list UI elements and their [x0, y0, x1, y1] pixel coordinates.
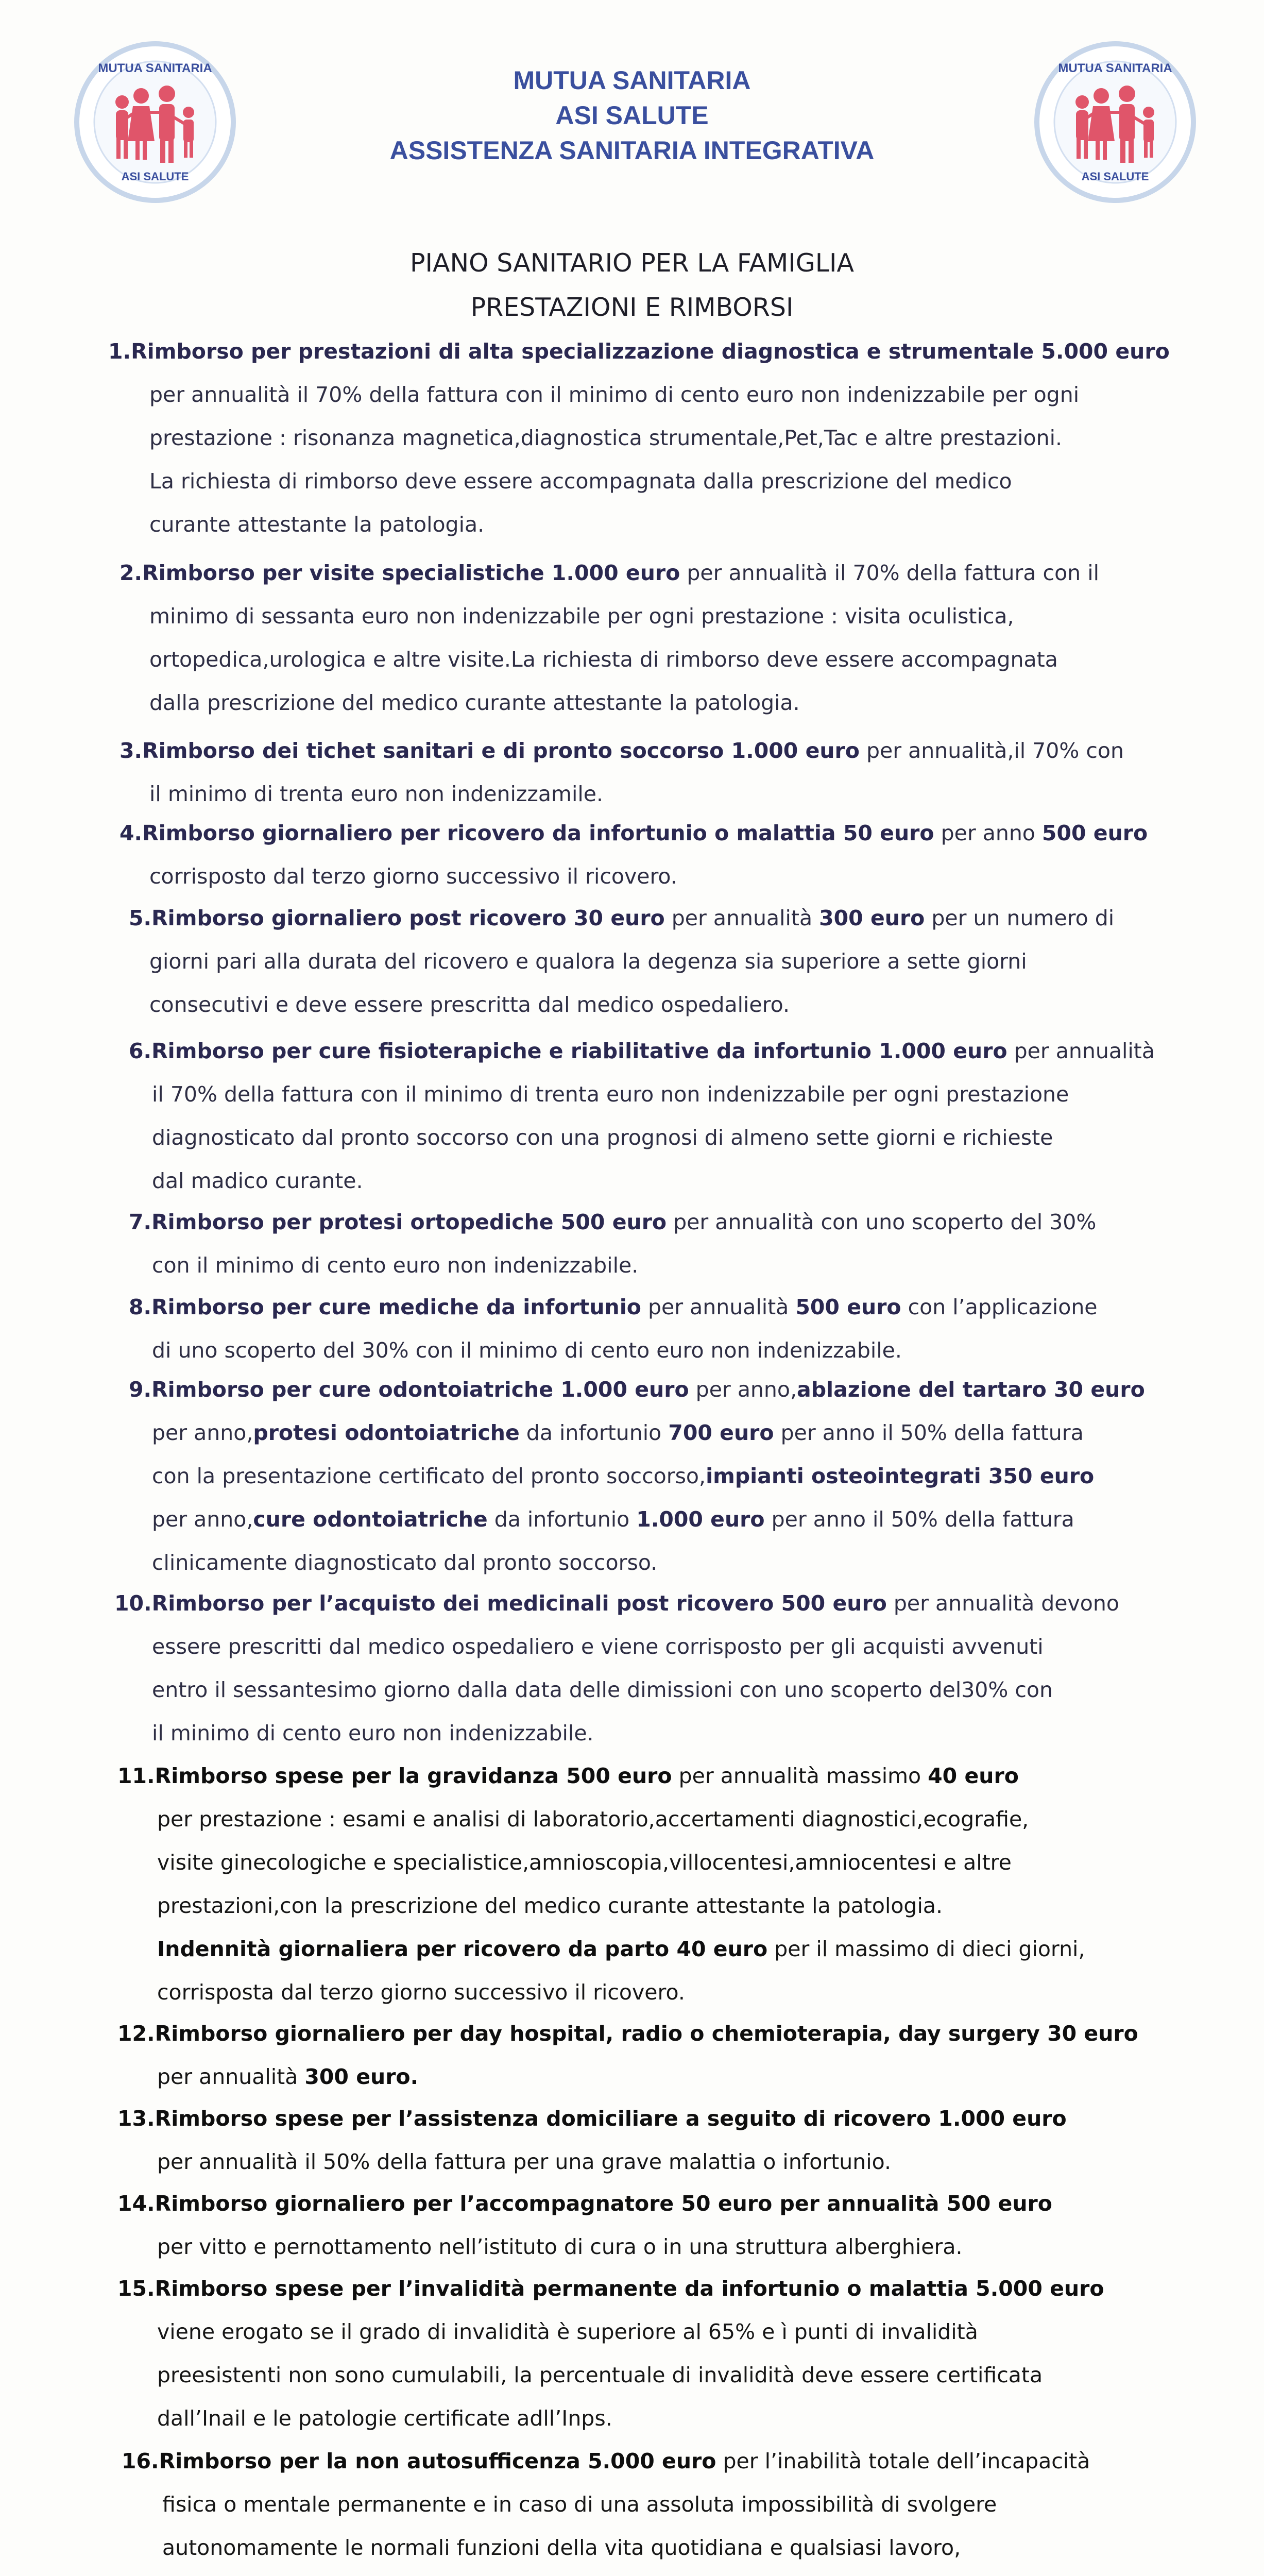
benefit-text: per annualità con uno scoperto del 30% [667, 1210, 1097, 1234]
benefit-line [149, 638, 1058, 681]
benefit-line [117, 2267, 1104, 2310]
benefit-number: 13. [117, 2106, 155, 2131]
benefit-line [152, 1244, 638, 1287]
benefit-text: entro il sessantesimo giorno dalla data delle dimissioni con uno scoperto del30% con [152, 1677, 1053, 1702]
benefit-text: autonomamente le normali funzioni della vita quotidiana e qualsiasi lavoro, [162, 2535, 961, 2560]
benefit-line [162, 2569, 603, 2576]
benefit-text: fisica o mentale permanente e in caso di una assoluta impossibilità di svolgere [162, 2492, 997, 2517]
benefit-text: per annualità il 70% della fattura con il [680, 561, 1099, 585]
benefit-line [152, 1329, 902, 1372]
benefit-bold-text: Rimborso per visite specialistiche 1.000 euro [142, 561, 680, 585]
benefit-text: dall’Inail e le patologie certificate adll’Inps. [157, 2406, 612, 2431]
benefit-text: per il massimo di dieci giorni, [767, 1937, 1085, 1961]
benefit-line [149, 416, 1062, 460]
benefit-text: per un numero di [925, 906, 1115, 930]
benefit-number: 16. [122, 2449, 159, 2473]
benefit-text: per vitto e pernottamento nell’istituto di cura o in una struttura alberghiera. [157, 2234, 963, 2259]
benefit-text: per annualità [1007, 1039, 1155, 1063]
benefit-line [119, 811, 1148, 855]
logo-bottom-text: ASI SALUTE [1081, 170, 1149, 183]
benefit-line [149, 940, 1027, 983]
benefit-number: 10. [114, 1591, 152, 1616]
benefit-line [108, 330, 1170, 373]
benefit-text: ortopedica,urologica e altre visite.La richiesta di rimborso deve essere accompagnata [149, 647, 1058, 672]
benefit-line [162, 2483, 997, 2526]
benefit-line [117, 1754, 1019, 1798]
benefit-line [117, 2012, 1138, 2055]
benefit-text: di uno scoperto del 30% con il minimo di cento euro non indenizzabile. [152, 1338, 902, 1363]
benefit-bold-text: Rimborso giornaliero per ricovero da infortunio o malattia 50 euro [142, 821, 934, 845]
benefit-line [157, 2225, 963, 2268]
benefit-line [119, 729, 1124, 772]
benefit-text: per annualità [641, 1295, 796, 1319]
benefit-text: essere prescritti dal medico ospedaliero e viene corrisposto per gli acquisti avvenuti [152, 1634, 1044, 1659]
benefit-text: per anno, [152, 1507, 253, 1532]
benefit-text: minimo di sessanta euro non indenizzabile per ogni prestazione : visita oculistica, [149, 604, 1014, 629]
benefit-line [157, 1884, 943, 1927]
benefit-bold-text: Rimborso spese per l’invalidità permanente da infortunio o malattia 5.000 euro [155, 2276, 1104, 2301]
benefit-text: diagnosticato dal pronto soccorso con una prognosi di almeno sette giorni e richieste [152, 1125, 1053, 1150]
benefit-number: 15. [117, 2276, 155, 2301]
plan-title: PIANO SANITARIO PER LA FAMIGLIA [409, 248, 855, 278]
benefit-number: 2. [119, 561, 143, 585]
benefit-line [152, 1073, 1069, 1116]
benefit-text: per annualità [664, 906, 819, 930]
benefit-text: per anno il 50% della fattura [764, 1507, 1074, 1532]
benefit-text: visite ginecologiche e specialistice,amnioscopia,villocentesi,amniocentesi e altre [157, 1850, 1012, 1875]
benefit-line [149, 373, 1079, 416]
benefit-line [157, 1971, 685, 2014]
benefit-number: 9. [129, 1377, 152, 1402]
benefit-line [149, 595, 1014, 638]
benefit-bold-text: 300 euro [819, 906, 925, 930]
logo-top-text: MUTUA SANITARIA [98, 61, 212, 75]
benefit-text: per annualità massimo [672, 1764, 928, 1788]
benefit-text: per annualità [157, 2064, 305, 2089]
benefit-bold-text: Rimborso giornaliero post ricovero 30 euro [151, 906, 665, 930]
benefit-line [149, 460, 1012, 503]
benefit-line [117, 2097, 1067, 2140]
benefit-number: 6. [129, 1039, 152, 1063]
benefit-text: per annualità,il 70% con [859, 738, 1124, 763]
benefit-bold-text: ablazione del tartaro 30 euro [797, 1377, 1145, 1402]
benefit-line [149, 681, 800, 724]
benefit-line [152, 1498, 1074, 1541]
benefit-text: da infortunio [519, 1420, 669, 1445]
benefit-text: prestazioni,con la prescrizione del medico curante attestante la patologia. [157, 1893, 943, 1918]
benefit-line [152, 1668, 1053, 1711]
benefit-bold-text: 500 euro [1041, 821, 1148, 845]
benefit-line [157, 2310, 978, 2353]
benefit-text: consecutivi e deve essere prescritta dal medico ospedaliero. [149, 992, 790, 1017]
benefit-bold-text: protesi odontoiatriche [253, 1420, 520, 1445]
benefit-text: dal madico curante. [152, 1168, 363, 1193]
benefit-line [152, 1411, 1084, 1454]
benefit-number: 8. [129, 1295, 152, 1319]
benefit-line [157, 2140, 891, 2183]
benefit-line [157, 2055, 418, 2098]
benefit-text: con l’applicazione [901, 1295, 1098, 1319]
benefit-text: da infortunio [487, 1507, 637, 1532]
benefit-text: per l’inabilità totale dell’incapacità [716, 2449, 1090, 2473]
benefit-bold-text: 1.000 euro [636, 1507, 765, 1532]
benefit-line [157, 1798, 1029, 1841]
benefit-line [157, 1841, 1012, 1884]
benefit-line [152, 1159, 363, 1202]
benefit-text: con il minimo di cento euro non indenizzabile. [152, 1253, 639, 1278]
benefit-number: 3. [119, 738, 143, 763]
benefit-bold-text: Rimborso per cure odontoiatriche 1.000 euro [151, 1377, 689, 1402]
benefit-line [122, 2439, 1090, 2483]
benefit-line [149, 772, 603, 816]
benefit-line [152, 1116, 1053, 1159]
benefit-bold-text: Rimborso giornaliero per l’accompagnatore 50 euro per annualità 500 euro [155, 2191, 1052, 2216]
benefit-text: per anno il 50% della fattura [774, 1420, 1084, 1445]
benefit-line [119, 551, 1099, 595]
benefit-text: giorni pari alla durata del ricovero e qualora la degenza sia superiore a sette giorni [149, 949, 1027, 974]
benefit-line [149, 503, 484, 546]
header-line-3: ASSISTENZA SANITARIA INTEGRATIVA [389, 136, 875, 165]
header-line-2: ASI SALUTE [555, 101, 709, 130]
benefit-text: il minimo di trenta euro non indenizzamile. [149, 782, 604, 806]
plan-subtitle: PRESTAZIONI E RIMBORSI [470, 293, 794, 322]
benefit-text: curante attestante la patologia. [149, 512, 485, 537]
benefit-text: prestazione : risonanza magnetica,diagnostica strumentale,Pet,Tac e altre prestazioni. [149, 426, 1063, 450]
benefit-line [152, 1625, 1044, 1668]
benefit-line [129, 1285, 1098, 1329]
benefit-text: dalla prescrizione del medico curante attestante la patologia. [149, 690, 800, 715]
benefit-bold-text: 700 euro [668, 1420, 774, 1445]
benefit-line [129, 1200, 1096, 1244]
benefit-number: 11. [117, 1764, 155, 1788]
benefit-bold-text: Rimborso per cure mediche da infortunio [151, 1295, 641, 1319]
benefit-text: per annualità il 50% della fattura per una grave malattia o infortunio. [157, 2149, 892, 2174]
benefit-bold-text: Rimborso dei tichet sanitari e di pronto soccorso 1.000 euro [142, 738, 860, 763]
benefit-text: per anno, [689, 1377, 797, 1402]
benefit-line [162, 2526, 961, 2569]
benefit-line [129, 896, 1114, 940]
benefit-bold-text: impianti osteointegrati 350 euro [706, 1464, 1095, 1488]
benefit-text: per prestazione : esami e analisi di laboratorio,accertamenti diagnostici,ecografie, [157, 1807, 1029, 1832]
benefit-line [157, 1927, 1085, 1971]
benefit-line [152, 1454, 1094, 1498]
benefit-text: viene erogato se il grado di invalidità è superiore al 65% e ì punti di invalidità [157, 2319, 978, 2344]
benefit-number: 7. [129, 1210, 152, 1234]
logo-top-text: MUTUA SANITARIA [1058, 61, 1172, 75]
benefit-bold-text: 300 euro. [304, 2064, 419, 2089]
benefit-line [152, 1541, 657, 1584]
benefit-line [114, 1582, 1119, 1625]
benefit-text: La richiesta di rimborso deve essere accompagnata dalla prescrizione del medico [149, 469, 1012, 494]
benefit-line [149, 983, 790, 1026]
benefit-number: 1. [108, 339, 131, 364]
benefit-bold-text: Rimborso per cure fisioterapiche e riabilitative da infortunio 1.000 euro [151, 1039, 1007, 1063]
benefit-line [129, 1368, 1145, 1411]
benefit-text: per annualità il 70% della fattura con il minimo di cento euro non indenizzabile per ogni [149, 382, 1080, 407]
benefit-bold-text: Rimborso giornaliero per day hospital, radio o chemioterapia, day surgery 30 euro [155, 2021, 1138, 2046]
benefit-bold-text: cure odontoiatriche [253, 1507, 488, 1532]
benefit-line [117, 2182, 1052, 2225]
benefit-bold-text: 40 euro [928, 1764, 1019, 1788]
benefit-bold-text: Rimborso per l’acquisto dei medicinali post ricovero 500 euro [151, 1591, 887, 1616]
benefit-bold-text: Rimborso per la non autosufficenza 5.000 euro [159, 2449, 716, 2473]
benefit-text: clinicamente diagnosticato dal pronto soccorso. [152, 1550, 658, 1575]
benefit-text: con la presentazione certificato del pronto soccorso, [152, 1464, 706, 1488]
benefit-text: per anno [934, 821, 1042, 845]
benefit-text: il minimo di cento euro non indenizzabile. [152, 1721, 594, 1745]
benefit-line [152, 1711, 594, 1755]
header-line-1: MUTUA SANITARIA [513, 66, 751, 95]
benefit-number: 4. [119, 821, 143, 845]
benefit-bold-text: 500 euro [795, 1295, 901, 1319]
benefit-text: il 70% della fattura con il minimo di trenta euro non indenizzabile per ogni prestazione [152, 1082, 1069, 1107]
benefit-bold-text: Rimborso per prestazioni di alta specializzazione diagnostica e strumentale 5.000 euro [131, 339, 1170, 364]
benefit-line [157, 2353, 1043, 2397]
benefit-bold-text: Indennità giornaliera per ricovero da parto 40 euro [157, 1937, 768, 1961]
benefit-line [149, 855, 677, 898]
benefit-number: 14. [117, 2191, 155, 2216]
benefit-bold-text: Rimborso per protesi ortopediche 500 euro [151, 1210, 667, 1234]
benefit-number: 5. [129, 906, 152, 930]
benefit-text: corrisposta dal terzo giorno successivo il ricovero. [157, 1980, 685, 2005]
logo-bottom-text: ASI SALUTE [121, 170, 189, 183]
benefit-line [157, 2397, 612, 2440]
benefit-bold-text: Rimborso spese per la gravidanza 500 euro [155, 1764, 672, 1788]
benefit-text: corrisposto dal terzo giorno successivo il ricovero. [149, 864, 677, 889]
benefit-line [129, 1029, 1155, 1073]
benefit-text: per anno, [152, 1420, 253, 1445]
benefit-bold-text: Rimborso spese per l’assistenza domiciliare a seguito di ricovero 1.000 euro [155, 2106, 1067, 2131]
benefit-text: per annualità devono [886, 1591, 1119, 1616]
benefit-number: 12. [117, 2021, 155, 2046]
benefit-text: preesistenti non sono cumulabili, la percentuale di invalidità deve essere certificata [157, 2363, 1043, 2387]
